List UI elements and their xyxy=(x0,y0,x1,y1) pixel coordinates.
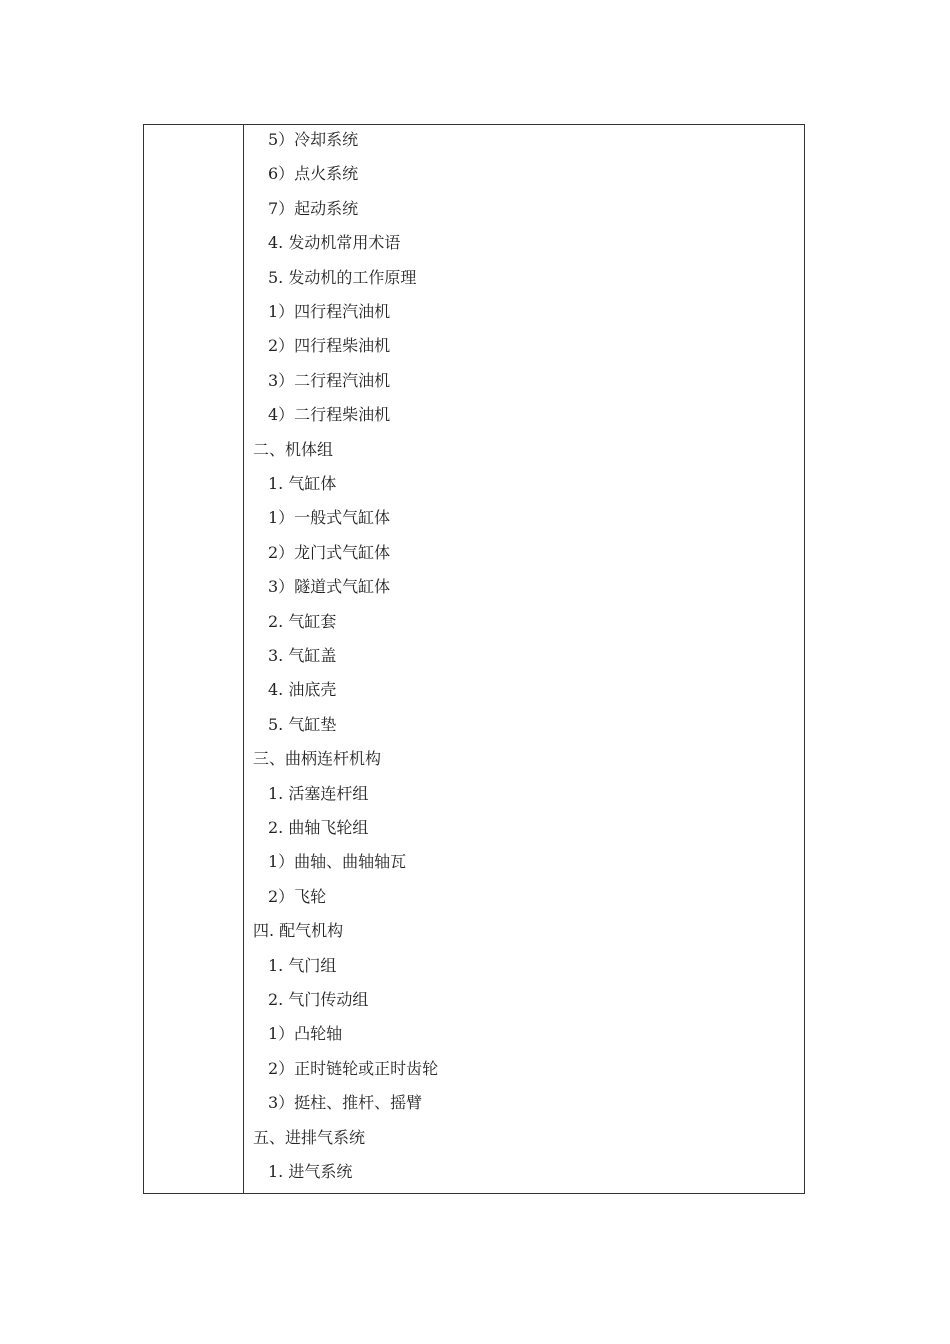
outline-subitem: 6）点火系统 xyxy=(268,164,359,184)
outline-heading: 四. 配气机构 xyxy=(253,921,344,941)
outline-subitem: 3. 气缸盖 xyxy=(268,646,337,665)
outline-subitem: 1）一般式气缸体 xyxy=(268,508,391,528)
outline-subitem: 5）冷却系统 xyxy=(268,130,359,149)
outline-subitem: 4. 油底壳 xyxy=(268,680,337,700)
table-left-cell xyxy=(144,125,244,1193)
outline-subitem: 2. 曲轴飞轮组 xyxy=(268,818,369,837)
outline-subitem: 2. 气缸套 xyxy=(268,611,337,631)
outline-subitem: 3）隧道式气缸体 xyxy=(268,577,391,597)
outline-subitem: 5. 气缸垫 xyxy=(268,714,337,734)
outline-subitem: 4）二行程柴油机 xyxy=(268,405,391,425)
outline-subitem: 1. 进气系统 xyxy=(268,1162,353,1181)
outline-subitem: 2）飞轮 xyxy=(268,886,327,906)
outline-heading: 二、机体组 xyxy=(253,439,334,459)
outline-subitem: 2）正时链轮或正时齿轮 xyxy=(268,1058,439,1078)
outline-subitem: 1. 活塞连杆组 xyxy=(268,783,369,803)
outline-subitem: 5. 发动机的工作原理 xyxy=(268,267,417,287)
outline-subitem: 2. 气门传动组 xyxy=(268,990,369,1009)
outline-subitem: 1）四行程汽油机 xyxy=(268,302,391,321)
outline-subitem: 1）曲轴、曲轴轴瓦 xyxy=(268,852,407,872)
outline-subitem: 1. 气缸体 xyxy=(268,474,337,493)
outline-table xyxy=(143,124,805,1194)
outline-subitem: 3）二行程汽油机 xyxy=(268,370,391,390)
outline-subitem: 1. 气门组 xyxy=(268,955,337,975)
outline-subitem: 7）起动系统 xyxy=(268,198,359,218)
outline-subitem: 1）凸轮轴 xyxy=(268,1024,343,1044)
outline-heading: 五、进排气系统 xyxy=(253,1127,366,1147)
table-content-cell xyxy=(244,125,804,1193)
outline-subitem: 3）挺柱、推杆、摇臂 xyxy=(268,1093,423,1113)
outline-subitem: 2）四行程柴油机 xyxy=(268,336,391,356)
outline-subitem: 2）龙门式气缸体 xyxy=(268,542,391,562)
outline-subitem: 4. 发动机常用术语 xyxy=(268,233,401,253)
outline-heading: 三、曲柄连杆机构 xyxy=(253,749,382,769)
